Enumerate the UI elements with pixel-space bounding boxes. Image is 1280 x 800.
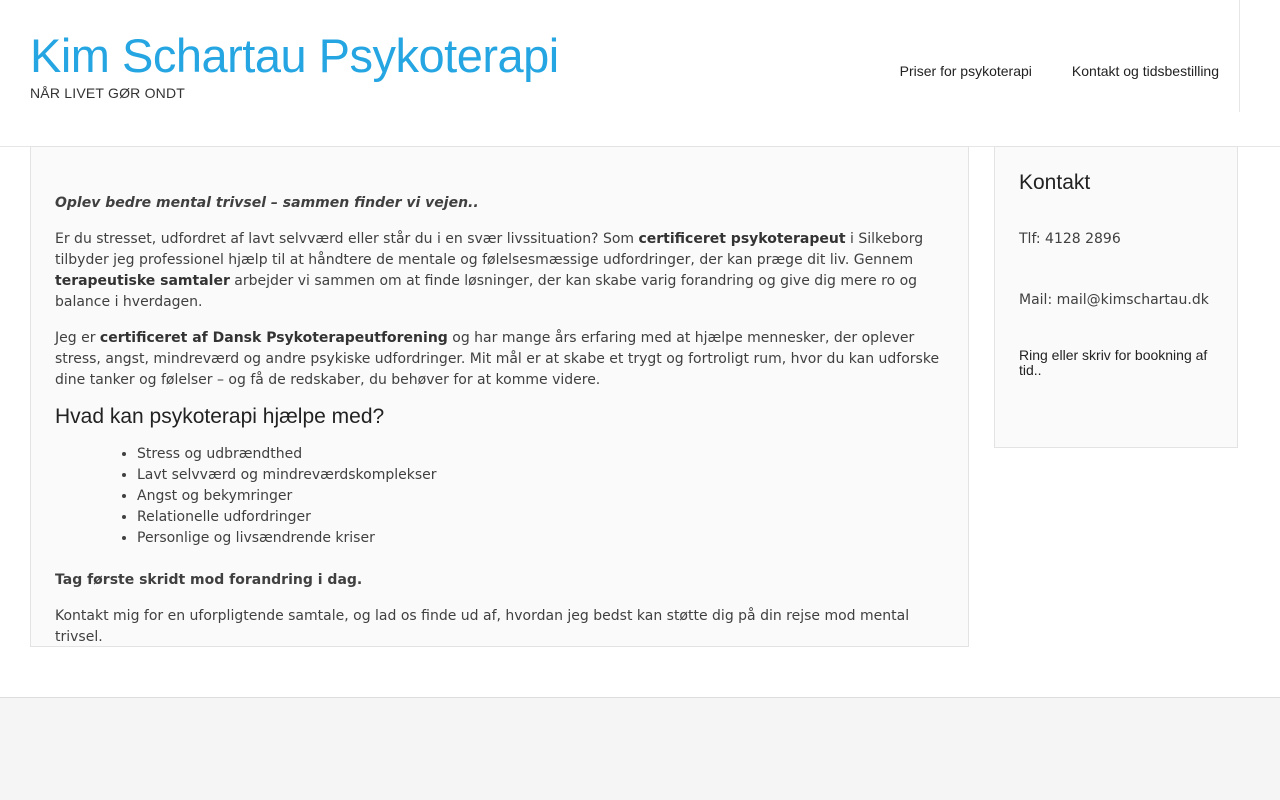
site-footer <box>0 697 1280 800</box>
list-item: • Relationelle udfordringer <box>137 507 944 528</box>
paragraph-1-bold-samtaler: terapeutiske samtaler <box>55 273 230 289</box>
list-item: • Lavt selvværd og mindreværdskomplekser <box>137 465 944 486</box>
nav-item-priser[interactable]: Priser for psykoterapi <box>899 63 1032 79</box>
help-list <box>137 444 944 549</box>
paragraph-2-text-c: og har mange års erfaring med at hjælpe mennesker, der oplever stress, angst, mindreværd og andre psykiske udfordringer. Mit mål er at skabe et trygt og fortroligt rum, hvor du kan udforske dine tanker og følelser – og få de redskaber, du behøver for at komme videre. <box>55 330 940 388</box>
site-tagline: NÅR LIVET GØR ONDT <box>30 85 186 101</box>
cta-text: Tag første skridt mod forandring i dag. <box>55 572 363 588</box>
list-item: • Stress og udbrændthed <box>137 444 944 465</box>
sidebar-contact-widget <box>994 146 1238 448</box>
paragraph-1-text-a: Er du stresset, udfordret af lavt selvværd eller står du i en svær livssituation? Som <box>55 231 639 247</box>
site-title-link[interactable]: Kim Schartau Psykoterapi <box>30 29 559 82</box>
main-nav <box>900 0 1240 112</box>
paragraph-1-bold-certificeret: certificeret psykoterapeut <box>638 231 846 247</box>
paragraph-1 <box>55 229 944 313</box>
site-header <box>0 0 1280 147</box>
paragraph-1-text-c: i Silkeborg tilbyder jeg professionel hjælp til at håndtere de mentale og følelsesmæssige udfordringer, der kan præge dit liv. Gennem <box>55 231 924 268</box>
list-item: • Angst og bekymringer <box>137 486 944 507</box>
paragraph-2-bold-forening: certificeret af Dansk Psykoterapeutforening <box>99 330 448 346</box>
widget-title: Kontakt <box>1019 171 1091 194</box>
contact-mail: Mail: mail@kimschartau.dk <box>1019 292 1209 308</box>
intro-text: Oplev bedre mental trivsel – sammen finder vi vejen.. <box>55 195 479 211</box>
paragraph-1-text-e: arbejder vi sammen om at finde løsninger, der kan skabe varig forandring og give dig mere ro og balance i hverdagen. <box>55 273 918 310</box>
list-item: • Personlige og livsændrende kriser <box>137 528 944 549</box>
main-content <box>30 146 969 647</box>
contact-phone: Tlf: 4128 2896 <box>1019 231 1121 247</box>
section-heading: Hvad kan psykoterapi hjælpe med? <box>55 405 385 428</box>
paragraph-2 <box>55 328 944 391</box>
nav-item-kontakt[interactable]: Kontakt og tidsbestilling <box>1071 63 1219 79</box>
closing-text: Kontakt mig for en uforpligtende samtale, og lad os finde ud af, hvordan jeg bedst kan støtte dig på din rejse mod mental trivsel. <box>55 608 910 645</box>
booking-note: Ring eller skriv for bookning af tid.. <box>1019 347 1208 378</box>
paragraph-2-text-a: Jeg er <box>55 330 100 346</box>
